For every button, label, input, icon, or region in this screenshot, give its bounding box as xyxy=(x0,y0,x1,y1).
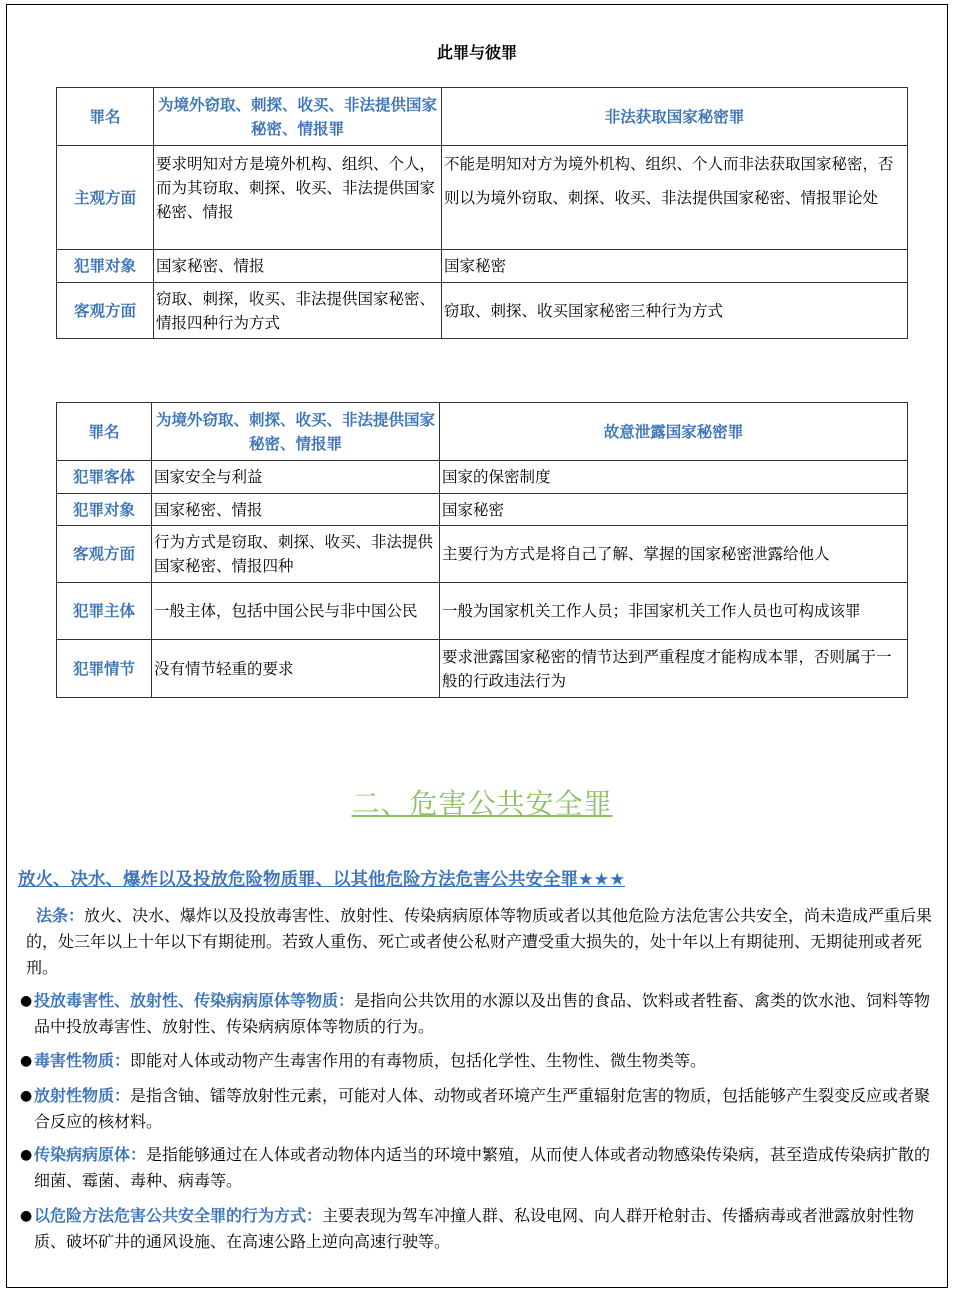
row-label: 犯罪主体 xyxy=(57,583,152,640)
table-cell: 国家的保密制度 xyxy=(440,461,908,494)
table-cell: 主要行为方式是将自己了解、掌握的国家秘密泄露给他人 xyxy=(440,526,908,583)
table-cell: 要求泄露国家秘密的情节达到严重程度才能构成本罪，否则属于一般的行政违法行为 xyxy=(440,640,908,698)
bullet-item xyxy=(20,1083,944,1135)
bullet-text: 是指能够通过在人体或者动物体内适当的环境中繁殖，从而使人体或者动物感染传染病，甚至造成传染病扩散的细菌、霉菌、毒种、病毒等。 xyxy=(34,1145,931,1190)
table-cell: 不能是明知对方为境外机构、组织、个人而非法获取国家秘密，否则以为境外窃取、刺探、收买、非法提供国家秘密、情报罪论处 xyxy=(442,146,908,250)
table-row xyxy=(57,250,908,283)
table-cell: 行为方式是窃取、刺探、收买、非法提供国家秘密、情报四种 xyxy=(152,526,440,583)
table-row xyxy=(57,583,908,640)
table-cell: 一般主体，包括中国公民与非中国公民 xyxy=(152,583,440,640)
table-cell: 国家秘密、情报 xyxy=(154,250,442,283)
table-cell: 国家秘密、情报 xyxy=(152,494,440,526)
bullet-icon: ● xyxy=(20,1053,33,1069)
header-cell: 为境外窃取、刺探、收买、非法提供国家秘密、情报罪 xyxy=(154,88,442,146)
section-title: 二、危害公共安全罪 xyxy=(351,787,613,820)
table-cell: 窃取、刺探，收买、非法提供国家秘密、情报四种行为方式 xyxy=(154,283,442,339)
row-label: 主观方面 xyxy=(57,146,154,250)
bullet-term: 传染病病原体： xyxy=(34,1145,147,1164)
table-cell: 国家秘密 xyxy=(442,250,908,283)
bullet-icon: ● xyxy=(20,1147,33,1163)
table-row xyxy=(57,146,908,250)
bullet-text: 是指含铀、镭等放射性元素，可能对人体、动物或者环境产生严重辐射危害的物质，包括能够产生裂变反应或者聚合反应的核材料。 xyxy=(34,1086,931,1131)
bullet-term: 投放毒害性、放射性、传染病病原体等物质： xyxy=(34,991,355,1010)
page-title: 此罪与彼罪 xyxy=(436,43,517,62)
bullet-icon: ● xyxy=(20,1208,33,1224)
bullet-term: 毒害性物质： xyxy=(34,1051,131,1070)
table-cell: 窃取、刺探、收买国家秘密三种行为方式 xyxy=(442,283,908,339)
row-label: 客观方面 xyxy=(57,526,152,583)
bullet-text: 是指向公共饮用的水源以及出售的食品、饮料或者牲畜、禽类的饮水池、饲料等物品中投放毒害性、放射性、传染病病原体等物质的行为。 xyxy=(34,991,931,1036)
law-paragraph xyxy=(26,903,944,981)
table-cell: 要求明知对方是境外机构、组织、个人，而为其窃取、刺探、收买、非法提供国家秘密、情报 xyxy=(154,146,442,250)
bullet-term: 以危险方法危害公共安全罪的行为方式： xyxy=(34,1206,323,1225)
table-row xyxy=(57,640,908,698)
header-cell: 罪名 xyxy=(57,88,154,146)
law-text: 放火、决水、爆炸以及投放毒害性、放射性、传染病病原体等物质或者以其他危险方法危害公共安全，尚未造成严重后果的，处三年以上十年以下有期徒刑。若致人重伤、死亡或者使公私财产遭受重大损失的，处十年以上有期徒刑、无期徒刑或者死刑。 xyxy=(26,906,933,977)
bullet-item xyxy=(20,1203,944,1255)
table-cell: 没有情节轻重的要求 xyxy=(152,640,440,698)
table-header-row xyxy=(57,403,908,461)
table-row xyxy=(57,283,908,339)
row-label: 犯罪客体 xyxy=(57,461,152,494)
row-label: 犯罪情节 xyxy=(57,640,152,698)
crime-title: 放火、决水、爆炸以及投放危险物质罪、以其他危险方法危害公共安全罪★★★ xyxy=(18,870,626,890)
table-cell: 国家安全与利益 xyxy=(152,461,440,494)
bullet-icon: ● xyxy=(20,993,33,1009)
header-cell: 故意泄露国家秘密罪 xyxy=(440,403,908,461)
bullet-item xyxy=(20,1142,944,1194)
header-cell: 罪名 xyxy=(57,403,152,461)
table-row xyxy=(57,526,908,583)
comparison-table-1 xyxy=(56,87,908,339)
bullet-icon: ● xyxy=(20,1088,33,1104)
header-cell: 非法获取国家秘密罪 xyxy=(442,88,908,146)
bullet-term: 放射性物质： xyxy=(34,1086,131,1105)
bullet-text: 即能对人体或动物产生毒害作用的有毒物质，包括化学性、生物性、微生物类等。 xyxy=(130,1051,707,1070)
header-cell: 为境外窃取、刺探、收买、非法提供国家秘密、情报罪 xyxy=(152,403,440,461)
bullet-text: 主要表现为驾车冲撞人群、私设电网、向人群开枪射击、传播病毒或者泄露放射性物质、破坏矿井的通风设施、在高速公路上逆向高速行驶等。 xyxy=(34,1206,915,1251)
table-row xyxy=(57,461,908,494)
table-cell: 一般为国家机关工作人员；非国家机关工作人员也可构成该罪 xyxy=(440,583,908,640)
bullet-item xyxy=(20,988,944,1040)
bullet-item xyxy=(20,1048,944,1074)
table-cell: 国家秘密 xyxy=(440,494,908,526)
law-label: 法条： xyxy=(36,906,85,925)
row-label: 犯罪对象 xyxy=(57,494,152,526)
row-label: 客观方面 xyxy=(57,283,154,339)
table-header-row xyxy=(57,88,908,146)
table-row xyxy=(57,494,908,526)
row-label: 犯罪对象 xyxy=(57,250,154,283)
comparison-table-2 xyxy=(56,402,908,698)
